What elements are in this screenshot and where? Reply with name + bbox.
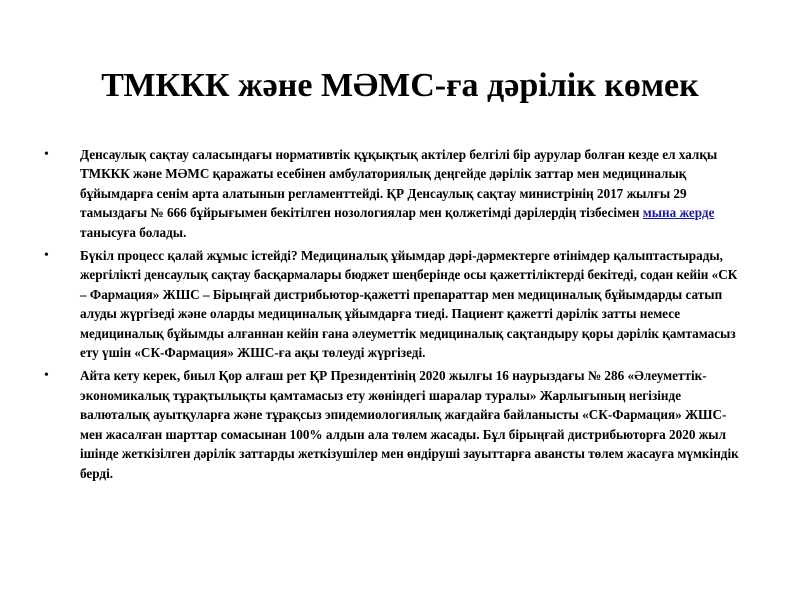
bullet-text-1-part-2: танысуға болады. <box>80 224 187 240</box>
bullet-item-1 <box>44 145 744 242</box>
bullet-text-2: Бүкіл процесс қалай жұмыс істейді? Медициналық ұйымдар дәрі-дәрмектерге өтінімдер қалыптастырады, жергілікті денсаулық сақтау басқармалары бюджет шеңберінде осы қажеттіліктерді бекітеді, содан кейін «СК – Фармация» ЖШС – Бірыңғай дистрибьютор-қажетті препараттар мен медициналық бұйымдарды сатып алуды жүргізеді және оларды медициналық ұйымдарға тиеді. Пациент қажетті дәрілік затты немесе медициналық бұйымды алғаннан кейін ғана әлеуметтік медициналық сақтандыру қоры дәрілік қамтамасыз ету үшін «СК-Фармация» ЖШС-ға ақы төлеуді жүргізеді. <box>80 248 738 361</box>
bullet-icon: • <box>44 368 49 384</box>
bullet-item-2 <box>44 246 744 362</box>
slide-title: ТМККК және МӘМС-ға дәрілік көмек <box>101 67 699 104</box>
bullet-text-1-part-1: Денсаулық сақтау саласындағы нормативтік құқықтық актілер белгілі бір аурулар болған кезде ел халқы ТМККК және МӘМС қаражаты есебінен амбулаториялық деңгейде дәрілік заттар мен медициналық бұйымдарға сенім арта алатынын регламенттейді. ҚР Денсаулық сақтау министрінің 2017 жылғы 29 тамыздағы № 666 бұйрығымен бекітілген нозологиялар мен қолжетімді дәрілердің тізбесімен <box>80 147 718 221</box>
nosology-list-link[interactable]: мына жерде <box>642 205 715 221</box>
bullet-list <box>44 145 744 487</box>
bullet-icon: • <box>44 147 49 162</box>
bullet-text-3: Айта кету керек, биыл Қор алғаш рет ҚР Президентінің 2020 жылғы 16 наурыздағы № 286 «Әлеуметтік-экономикалық тұрақтылықты қамтамасыз ету жөніндегі шаралар туралы» Жарлығының негізінде валюталық ауытқуларға және тұрақсыз эпидемиологиялық жағдайға байланысты «СК-Фармация» ЖШС-мен жасалған шарттар сомасынан 100% алдын ала төлем жасады. Бұл бірыңғай дистрибьюторға 2020 жыл ішінде жеткізілген дәрілік заттарды жеткізушілер мен өндіруші зауыттарға авансты төлем жасауға мүмкіндік берді. <box>80 368 739 481</box>
bullet-item-3 <box>44 366 744 482</box>
bullet-icon: • <box>44 248 49 264</box>
